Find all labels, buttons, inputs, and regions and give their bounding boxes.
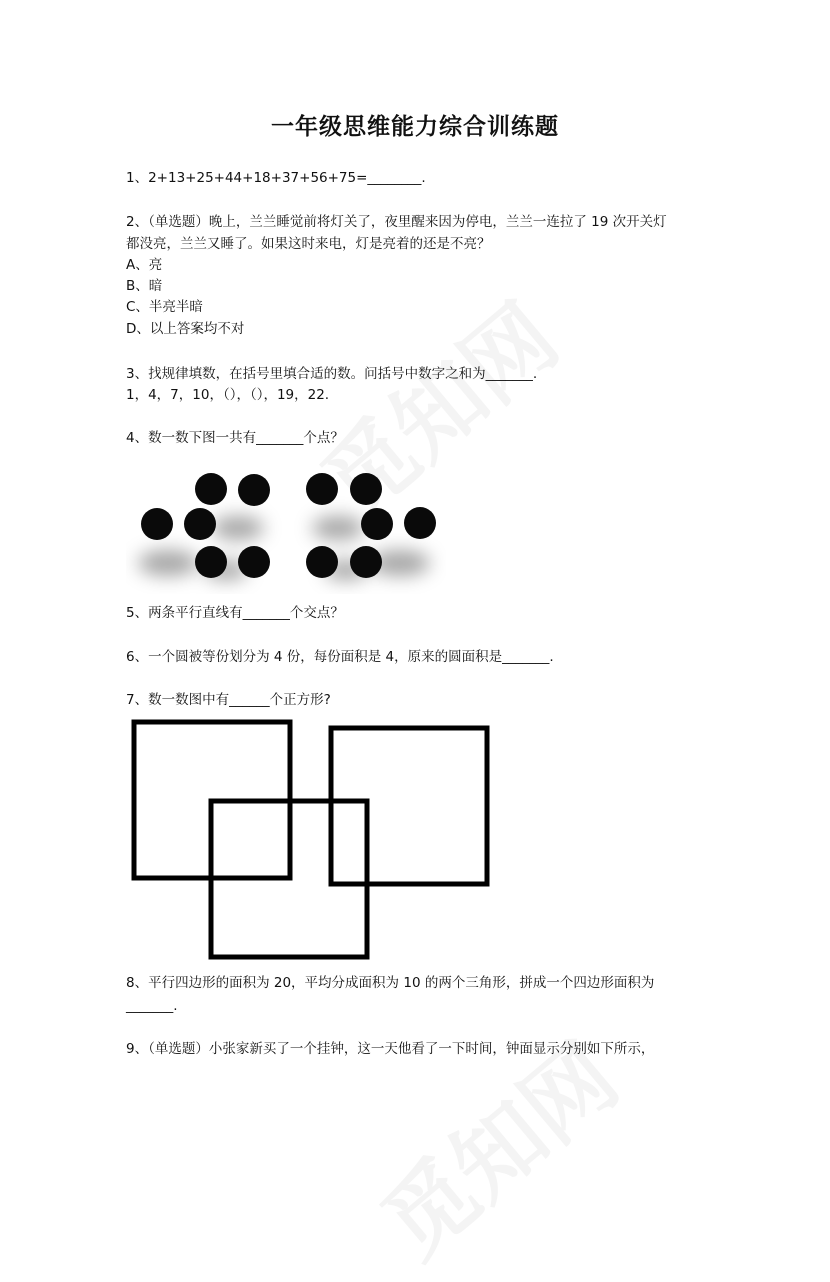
dot (350, 546, 382, 578)
dot (195, 546, 227, 578)
dot (306, 473, 338, 505)
question-3-line-1: 3、找规律填数，在括号里填合适的数。问括号中数字之和为_______. (126, 366, 538, 382)
dot (306, 546, 338, 578)
dot (404, 507, 436, 539)
option-b: B、暗 (126, 278, 163, 294)
dots-figure (126, 462, 446, 594)
question-7: 7、数一数图中有______个正方形? (126, 692, 331, 708)
question-2-line-2: 都没亮，兰兰又睡了。如果这时来电，灯是亮着的还是不亮？ (126, 236, 491, 252)
question-8-line-2: _______. (126, 998, 178, 1014)
dot (238, 474, 270, 506)
option-a: A、亮 (126, 257, 163, 273)
option-c: C、半亮半暗 (126, 299, 203, 315)
question-6: 6、一个圆被等份划分为 4 份，每份面积是 4，原来的圆面积是_______. (126, 649, 554, 665)
question-2-line-1: 2、（单选题）晚上，兰兰睡觉前将灯关了，夜里醒来因为停电，兰兰一连拉了 19 次开关灯 (126, 214, 667, 230)
option-d: D、以上答案均不对 (126, 321, 245, 337)
dot (141, 508, 173, 540)
dot (184, 508, 216, 540)
dot (195, 473, 227, 505)
question-8-line-1: 8、平行四边形的面积为 20，平均分成面积为 10 的两个三角形，拼成一个四边形面积为 (126, 975, 655, 991)
dot (350, 473, 382, 505)
square-right (331, 728, 487, 884)
dot (238, 546, 270, 578)
question-9: 9、（单选题）小张家新买了一个挂钟，这一天他看了一下时间，钟面显示分别如下所示， (126, 1041, 655, 1057)
question-1: 1、2+13+25+44+18+37+56+75=________. (126, 170, 426, 186)
question-3-line-2: 1，4，7，10，（），（），19，22. (126, 387, 330, 403)
dot (361, 508, 393, 540)
question-4: 4、数一数下图一共有_______个点？ (126, 430, 344, 446)
squares-figure (126, 716, 496, 966)
question-5: 5、两条平行直线有_______个交点？ (126, 605, 344, 621)
page-title: 一年级思维能力综合训练题 (271, 114, 559, 140)
